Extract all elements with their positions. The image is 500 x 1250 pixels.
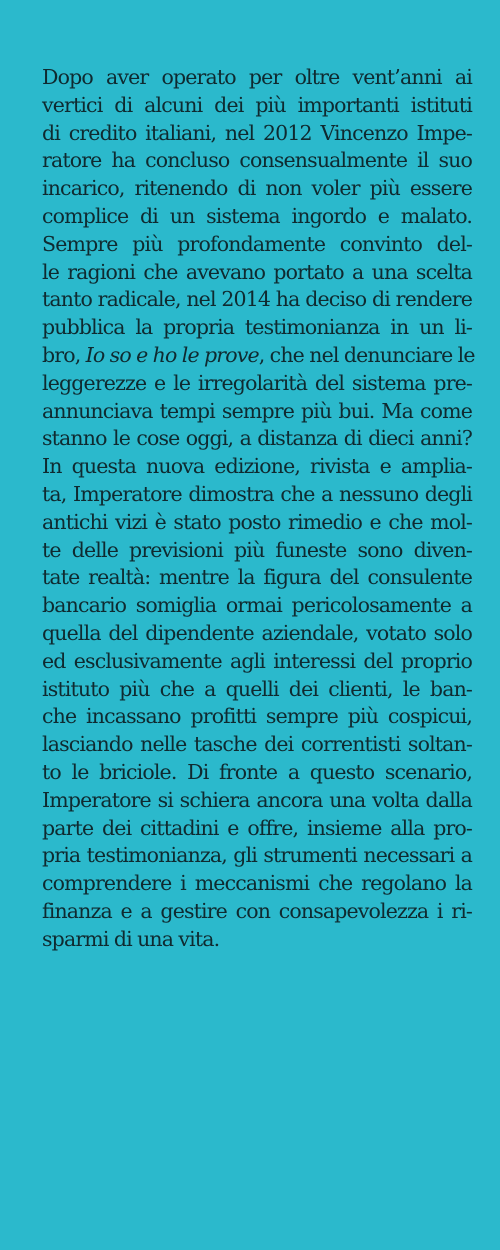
- blurb-line: Dopo aver operato per oltre vent’anni ai: [42, 65, 472, 89]
- blurb-line: ratore ha concluso consensualmente il suo: [42, 148, 472, 173]
- blurb-line: sparmi di una vita.: [42, 926, 220, 951]
- blurb-line: Imperatore si schiera ancora una volta dalla: [42, 787, 472, 812]
- blurb-line: le ragioni che avevano portato a una scelta: [42, 259, 472, 284]
- blurb-line: ed esclusivamente agli interessi del proprio: [42, 648, 472, 673]
- blurb-line: tate realtà: mentre la figura del consulente: [42, 565, 472, 590]
- blurb-line: incarico, ritenendo di non voler più essere: [42, 176, 472, 201]
- blurb-text: [42, 64, 475, 954]
- blurb-line: In questa nuova edizione, rivista e amplia-: [42, 454, 472, 479]
- blurb-line: comprendere i meccanismi che regolano la: [42, 871, 472, 896]
- blurb-line: istituto più che a quelli dei clienti, le ban-: [42, 676, 472, 701]
- blurb-line: complice di un sistema ingordo e malato.: [42, 203, 472, 228]
- blurb-segment: , che nel denunciare le: [258, 342, 475, 367]
- blurb-line: leggerezze e le irregolarità del sistema pre-: [42, 370, 472, 395]
- blurb-line: tanto radicale, nel 2014 ha deciso di rendere: [42, 287, 472, 312]
- blurb-line: pubblica la propria testimonianza in un li-: [42, 315, 472, 340]
- book-title: Io so e ho le prove: [85, 342, 259, 367]
- blurb-line: ta, Imperatore dimostra che a nessuno degli: [42, 481, 472, 506]
- blurb-line: lasciando nelle tasche dei correntisti soltan-: [42, 732, 472, 757]
- blurb-line: te delle previsioni più funeste sono diven-: [42, 537, 472, 562]
- blurb-line: antichi vizi è stato posto rimedio e che mol-: [42, 509, 472, 534]
- blurb-line: finanza e a gestire con consapevolezza i ri-: [42, 898, 472, 923]
- blurb-line: bancario somiglia ormai pericolosamente a: [42, 593, 472, 618]
- blurb-line: to le briciole. Di fronte a questo scenario,: [42, 759, 472, 784]
- blurb-line: che incassano profitti sempre più cospicui,: [42, 704, 472, 729]
- blurb-line: Sempre più profondamente convinto del-: [42, 231, 472, 256]
- blurb-line: di credito italiani, nel 2012 Vincenzo Impe-: [42, 120, 472, 145]
- blurb-line: stanno le cose oggi, a distanza di dieci anni?: [42, 426, 472, 451]
- blurb-segment: bro,: [42, 342, 81, 367]
- blurb-line-with-title: [42, 342, 475, 370]
- blurb-line: parte dei cittadini e offre, insieme alla pro-: [42, 815, 472, 840]
- blurb-line: annunciava tempi sempre più bui. Ma come: [42, 398, 472, 423]
- blurb-line: vertici di alcuni dei più importanti istituti: [42, 92, 472, 117]
- blurb-line: pria testimonianza, gli strumenti necessari a: [42, 843, 472, 868]
- blurb-line: quella del dipendente aziendale, votato solo: [42, 620, 472, 645]
